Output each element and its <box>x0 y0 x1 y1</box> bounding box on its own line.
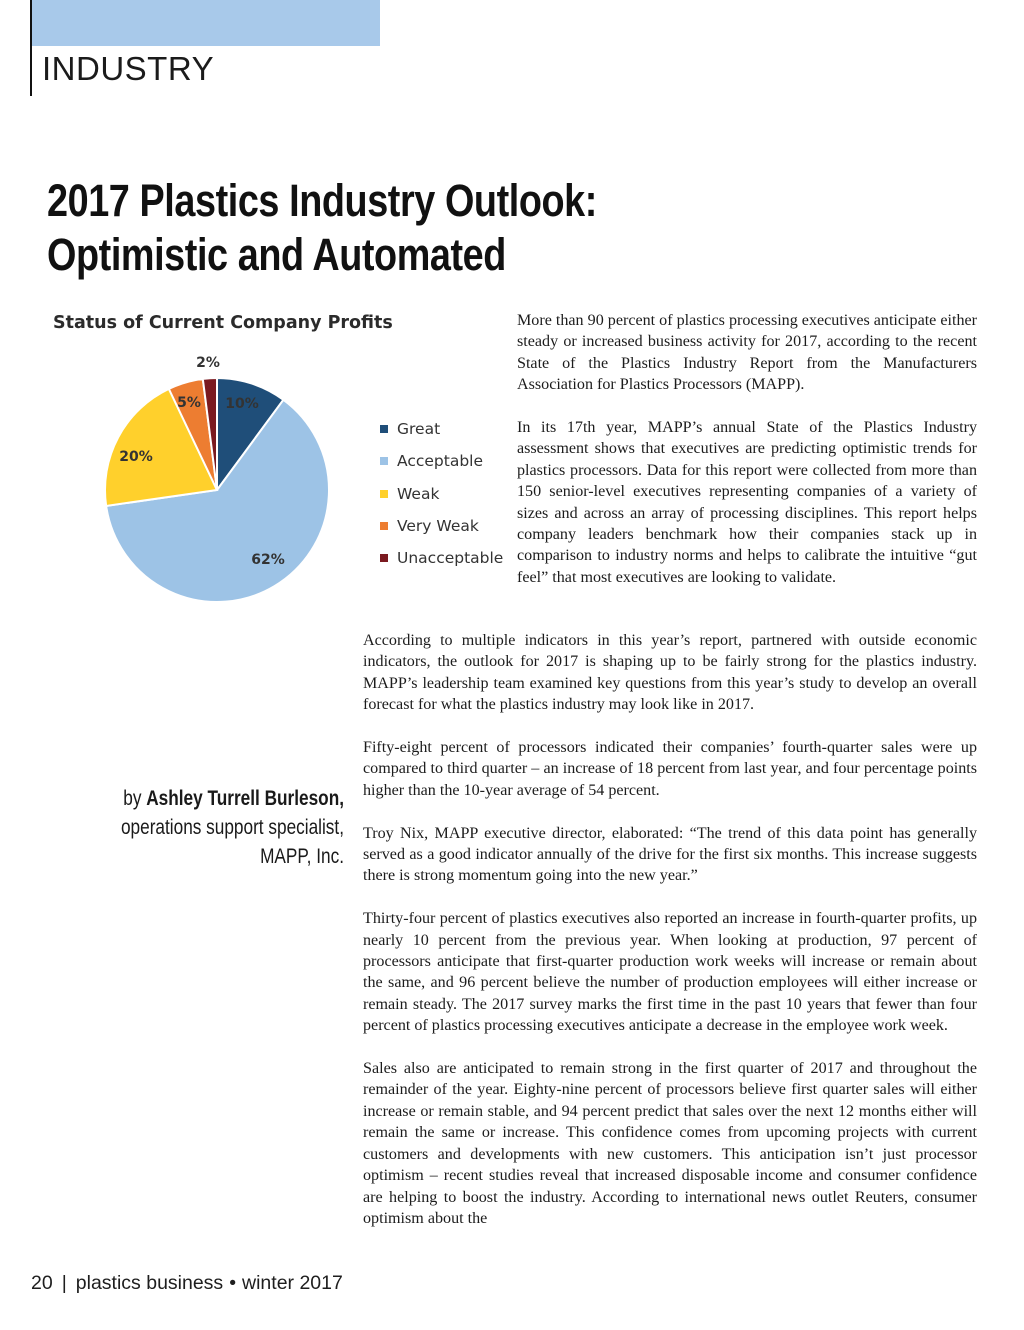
byline-prefix: by <box>123 787 142 810</box>
legend-item-weak <box>380 478 503 510</box>
legend-label-weak: Weak <box>397 484 440 503</box>
article-paragraph: More than 90 percent of plastics processing executives anticipate either steady or increased business activity for 2017, according to the recent State of the Plastics Industry Report from the Manufacturers Association for Plastics Processors (MAPP). <box>517 312 977 394</box>
section-rule <box>30 0 32 96</box>
chart-legend <box>380 413 503 574</box>
legend-item-great <box>380 413 503 445</box>
article-paragraph: According to multiple indicators in this year’s report, partnered with outside economic indicators, the outlook for 2017 is shaping up to be fairly strong for the plastics industry. MAPP’s leadership team examined key questions from this year’s study to develop an overall forecast for what the plastics industry may look like in 2017. <box>363 632 977 714</box>
legend-label-acceptable: Acceptable <box>397 452 484 471</box>
chart-title: Status of Current Company Profits <box>53 313 393 333</box>
legend-item-unacceptable <box>380 542 503 574</box>
legend-swatch-unacceptable <box>380 554 388 562</box>
article-paragraph: Thirty-four percent of plastics executives also reported an increase in fourth-quarter profits, up nearly 10 percent from the previous year. When looking at production, 97 percent of processors anticipate that first-quarter production work weeks will increase or remain about the same, and 96 percent believe the number of production employees will either increase or remain steady. The 2017 survey marks the first time in the past 10 years that fewer than four percent of plastics processing executives anticipate a decrease in the employee work week. <box>363 910 977 1035</box>
issue-name: winter 2017 <box>242 1272 343 1294</box>
footer-bullet: • <box>229 1272 237 1294</box>
article-column-top <box>517 310 977 610</box>
legend-item-very-weak <box>380 510 503 542</box>
legend-swatch-weak <box>380 490 388 498</box>
headline-line-2: Optimistic and Automated <box>47 229 506 280</box>
article-body <box>363 630 977 1251</box>
section-color-band <box>32 0 380 46</box>
footer-separator: | <box>61 1272 67 1294</box>
pie-label-unacceptable: 2% <box>196 355 220 371</box>
pie-label-weak: 20% <box>119 449 153 465</box>
article-headline <box>47 174 685 282</box>
legend-swatch-great <box>380 425 388 433</box>
legend-swatch-very-weak <box>380 522 388 530</box>
legend-label-very-weak: Very Weak <box>397 517 479 536</box>
legend-label-unacceptable: Unacceptable <box>397 549 504 568</box>
byline-author: Ashley Turrell Burleson, <box>146 787 344 810</box>
publication-name: plastics business <box>75 1272 224 1294</box>
article-paragraph: Sales also are anticipated to remain strong in the first quarter of 2017 and throughout the remainder of the year. Eighty-nine percent of processors believe first quarter sales will either increase or remain stable, and 94 percent predict that sales over the next 12 months either will remain the same or increase. This confidence comes from upcoming projects with current customers and developments with new customers. This anticipation isn’t just processor optimism – recent studies reveal that increased disposable income and consumer confidence are helping to boost the industry. According to international news outlet Reuters, consumer optimism about the <box>363 1060 977 1227</box>
article-paragraph: Troy Nix, MAPP executive director, elaborated: “The trend of this data point has generally served as a good indicator annually of the drive for the first six months. This increase suggests there is strong momentum going into the new year.” <box>363 824 977 885</box>
pie-label-great: 10% <box>225 396 259 412</box>
legend-label-great: Great <box>397 420 441 439</box>
byline <box>111 784 344 871</box>
page-number: 20 <box>31 1272 53 1294</box>
page-footer <box>31 1272 343 1295</box>
pie-label-very-weak: 5% <box>177 395 201 411</box>
headline-line-1: 2017 Plastics Industry Outlook: <box>47 175 597 226</box>
legend-swatch-acceptable <box>380 457 388 465</box>
article-paragraph: In its 17th year, MAPP’s annual State of the Plastics Industry assessment shows that executives are predicting optimistic trends for plastics processors. Data for this report were collected from more than 150 senior-level executives representing companies of a variety of sizes and across an array of processing disciplines. This report helps company leaders benchmark how their companies stack up in comparison to industry norms and helps to calibrate the intuitive “gut feel” that most executives are looking to validate. <box>517 419 977 586</box>
article-paragraph: Fifty-eight percent of processors indicated their companies’ fourth-quarter sales were up compared to third quarter – an increase of 18 percent from last year, and four percentage points higher than the 10-year average of 54 percent. <box>363 739 977 799</box>
legend-item-acceptable <box>380 445 503 477</box>
byline-role: operations support specialist, <box>120 816 344 839</box>
byline-company: MAPP, Inc. <box>260 845 344 868</box>
section-label: INDUSTRY <box>42 50 215 87</box>
pie-label-acceptable: 62% <box>251 552 285 568</box>
